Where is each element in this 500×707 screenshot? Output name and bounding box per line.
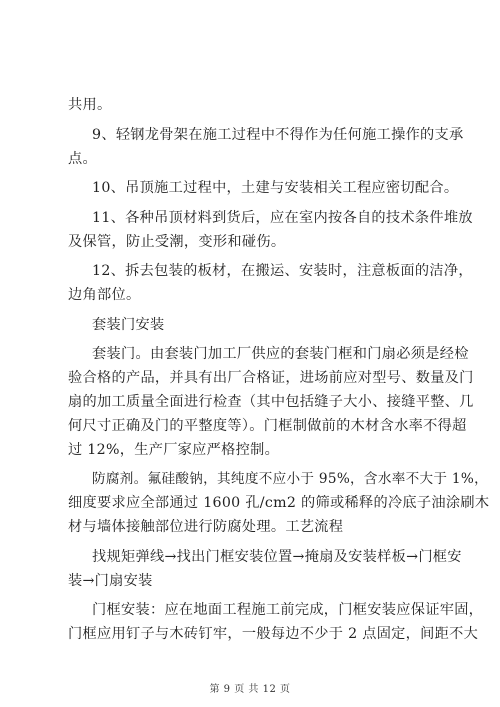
text-line: 细度要求应全部通过 1600 孔/cm2 的筛或稀释的冷底子油涂刷木 (68, 495, 490, 511)
text-line: 共用。 (68, 97, 112, 113)
text-line: 验合格的产品，并具有出厂合格证，进场前应对型号、数量及门 (68, 370, 474, 386)
text-line: 点。 (68, 151, 97, 167)
text-line: 扇的加工质量全面进行检查（其中包括缝子大小、接缝平整、几 (68, 394, 474, 410)
text-line: 找规矩弹线→找出门框安装位置→掩扇及安装样板→门框安 (92, 549, 462, 565)
text-line: 何尺寸正确及门的平整度等）。门框制做前的木材含水率不得超 (68, 418, 467, 434)
text-line: 边角部位。 (68, 287, 141, 303)
text-line: 防腐剂。氟硅酸钠，其纯度不应小于 95%，含水率不大于 1%， (92, 471, 488, 487)
text-line: 9、轻钢龙骨架在施工过程中不得作为任何施工操作的支承 (92, 127, 464, 143)
text-line: 12、拆去包装的板材，在搬运、安装时，注意板面的洁净， (92, 263, 473, 279)
text-line: 门框应用钉子与木砖钉牢，一般每边不少于 2 点固定，间距不大 (68, 626, 479, 642)
text-line: 及保管，防止受潮，变形和碰伤。 (68, 234, 286, 250)
text-line: 材与墙体接触部位进行防腐处理。工艺流程 (68, 519, 344, 535)
text-line: 装→门扇安装 (68, 573, 153, 589)
text-line: 10、吊顶施工过程中，土建与安装相关工程应密切配合。 (92, 180, 459, 196)
text-line: 11、各种吊顶材料到货后，应在室内按各自的技术条件堆放 (92, 210, 473, 226)
page-footer: 第 9 页 共 12 页 (209, 684, 291, 695)
section-heading: 套装门安装 (92, 317, 165, 333)
text-line: 套装门。由套装门加工厂供应的套装门框和门扇必须是经检 (92, 346, 469, 362)
text-line: 门框安装：应在地面工程施工前完成，门框安装应保证牢固， (92, 602, 484, 618)
text-line: 过 12%，生产厂家应严格控制。 (68, 442, 280, 458)
